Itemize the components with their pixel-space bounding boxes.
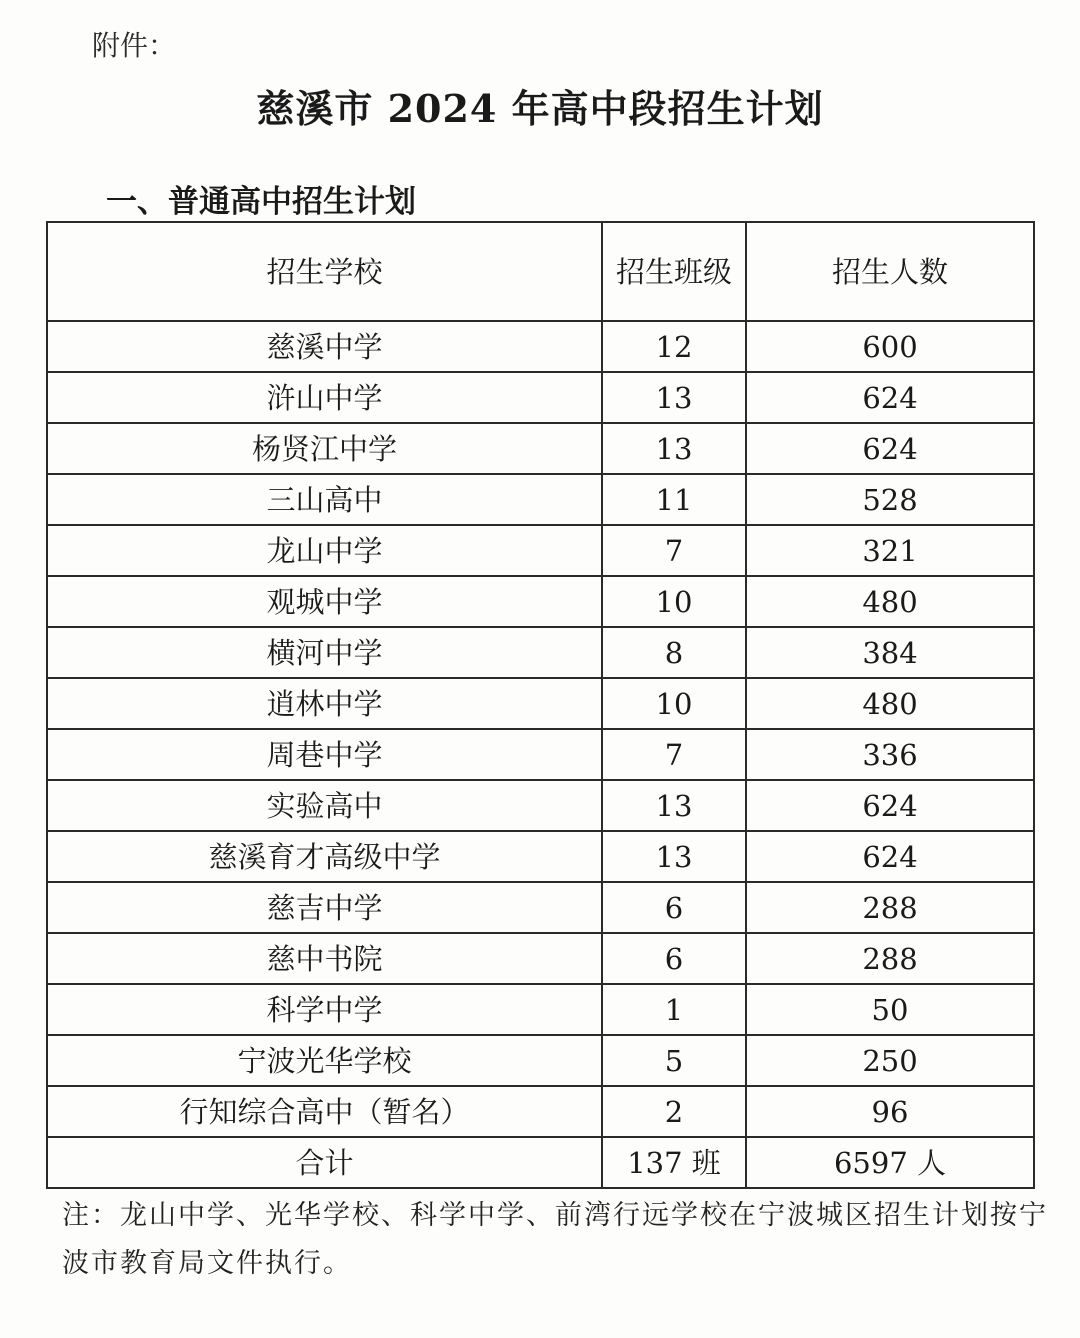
table-row xyxy=(47,525,1034,576)
cell-students: 336 xyxy=(746,729,1034,780)
cell-students: 600 xyxy=(746,321,1034,372)
cell-students: 384 xyxy=(746,627,1034,678)
cell-classes: 7 xyxy=(602,525,746,576)
cell-classes: 6 xyxy=(602,933,746,984)
table-row xyxy=(47,423,1034,474)
header-school: 招生学校 xyxy=(47,222,602,321)
cell-classes: 13 xyxy=(602,831,746,882)
table-header-row xyxy=(47,222,1034,321)
table-row xyxy=(47,984,1034,1035)
table-row xyxy=(47,627,1034,678)
section-title: 一、普通高中招生计划 xyxy=(106,184,416,220)
cell-students: 321 xyxy=(746,525,1034,576)
table-row xyxy=(47,678,1034,729)
cell-school: 慈中书院 xyxy=(47,933,602,984)
table-row xyxy=(47,780,1034,831)
cell-school: 逍林中学 xyxy=(47,678,602,729)
cell-school: 横河中学 xyxy=(47,627,602,678)
cell-school: 杨贤江中学 xyxy=(47,423,602,474)
header-students: 招生人数 xyxy=(746,222,1034,321)
cell-school: 慈吉中学 xyxy=(47,882,602,933)
cell-students: 480 xyxy=(746,576,1034,627)
enrollment-plan-table xyxy=(46,221,1035,1189)
total-students: 6597 人 xyxy=(746,1137,1034,1188)
table-row xyxy=(47,831,1034,882)
table-body xyxy=(47,321,1034,1188)
table-row xyxy=(47,933,1034,984)
footnote: 注：龙山中学、光华学校、科学中学、前湾行远学校在宁波城区招生计划按宁波市教育局文件执行。 xyxy=(62,1200,1048,1279)
table-row xyxy=(47,576,1034,627)
cell-students: 250 xyxy=(746,1035,1034,1086)
attachment-label: 附件： xyxy=(92,29,177,62)
cell-classes: 2 xyxy=(602,1086,746,1137)
total-classes: 137 班 xyxy=(602,1137,746,1188)
cell-school: 宁波光华学校 xyxy=(47,1035,602,1086)
cell-classes: 11 xyxy=(602,474,746,525)
cell-students: 288 xyxy=(746,933,1034,984)
cell-students: 480 xyxy=(746,678,1034,729)
cell-school: 科学中学 xyxy=(47,984,602,1035)
cell-students: 624 xyxy=(746,372,1034,423)
table-row xyxy=(47,474,1034,525)
cell-school: 浒山中学 xyxy=(47,372,602,423)
cell-students: 528 xyxy=(746,474,1034,525)
cell-students: 96 xyxy=(746,1086,1034,1137)
table-row xyxy=(47,1086,1034,1137)
cell-classes: 1 xyxy=(602,984,746,1035)
cell-classes: 13 xyxy=(602,423,746,474)
cell-classes: 10 xyxy=(602,576,746,627)
table-row xyxy=(47,729,1034,780)
table-row xyxy=(47,321,1034,372)
cell-students: 50 xyxy=(746,984,1034,1035)
document-title: 慈溪市 2024 年高中段招生计划 xyxy=(256,86,824,131)
cell-classes: 8 xyxy=(602,627,746,678)
cell-school: 慈溪育才高级中学 xyxy=(47,831,602,882)
table-total-row xyxy=(47,1137,1034,1188)
table-row xyxy=(47,372,1034,423)
cell-classes: 13 xyxy=(602,780,746,831)
cell-classes: 13 xyxy=(602,372,746,423)
cell-school: 周巷中学 xyxy=(47,729,602,780)
cell-students: 624 xyxy=(746,780,1034,831)
cell-classes: 12 xyxy=(602,321,746,372)
cell-school: 观城中学 xyxy=(47,576,602,627)
cell-students: 624 xyxy=(746,423,1034,474)
cell-students: 288 xyxy=(746,882,1034,933)
cell-school: 三山高中 xyxy=(47,474,602,525)
cell-school: 行知综合高中（暂名） xyxy=(47,1086,602,1137)
total-label: 合计 xyxy=(47,1137,602,1188)
cell-classes: 6 xyxy=(602,882,746,933)
cell-school: 慈溪中学 xyxy=(47,321,602,372)
cell-students: 624 xyxy=(746,831,1034,882)
table-row xyxy=(47,1035,1034,1086)
table-row xyxy=(47,882,1034,933)
cell-classes: 5 xyxy=(602,1035,746,1086)
cell-school: 实验高中 xyxy=(47,780,602,831)
cell-classes: 10 xyxy=(602,678,746,729)
cell-classes: 7 xyxy=(602,729,746,780)
cell-school: 龙山中学 xyxy=(47,525,602,576)
header-classes: 招生班级 xyxy=(602,222,746,321)
